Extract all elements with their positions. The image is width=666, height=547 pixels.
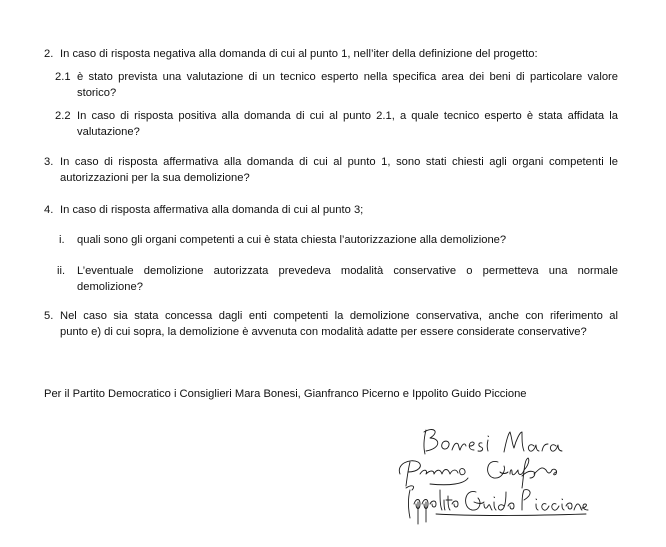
question-text: Nel caso sia stata concessa dagli enti competenti la demolizione conservativa, anche con riferimento al [60,310,618,322]
signature-piccione [406,486,588,524]
handwritten-signatures [390,418,590,530]
signature-bonesi [424,430,562,454]
subquestion-text: In caso di risposta positiva alla domanda di cui al punto 2.1, a quale tecnico esperto è stata affidata la [77,110,618,122]
subquestion-number: 2.1 [55,71,71,83]
question-number: 3. [44,156,54,168]
question-text-cont: punto e) di cui sopra, la demolizione è avvenuta con modalità adatte per essere considerate conservative? [60,326,587,338]
subquestion-text: L’eventuale demolizione autorizzata prevedeva modalità conservative o permetteva una normale [77,265,618,277]
closing-signatories: Per il Partito Democratico i Consiglieri Mara Bonesi, Gianfranco Picerno e Ippolito Guido Piccione [44,388,527,400]
question-number: 5. [44,310,54,322]
subquestion-number: 2.2 [55,110,71,122]
question-text: In caso di risposta affermativa alla domanda di cui al punto 3; [60,204,364,216]
question-text-cont: autorizzazioni per la sua demolizione? [60,172,250,184]
subquestion-text-cont: valutazione? [77,126,140,138]
subquestion-number: ii. [57,265,66,277]
signature-picerno [399,458,556,488]
subquestion-text: quali sono gli organi competenti a cui è stata chiesta l’autorizzazione alla demolizione? [77,234,507,246]
question-text: In caso di risposta negativa alla domanda di cui al punto 1, nell’iter della definizione del progetto: [60,48,538,60]
signature-image [390,418,590,530]
question-text: In caso di risposta affermativa alla domanda di cui al punto 1, sono stati chiesti agli organi competenti le [60,156,618,168]
subquestion-text-cont: storico? [77,87,117,99]
subquestion-number: i. [59,234,65,246]
subquestion-text: è stato prevista una valutazione di un tecnico esperto nella specifica area dei beni di particolare valore [77,71,618,83]
subquestion-text-cont: demolizione? [77,281,143,293]
question-number: 4. [44,204,54,216]
question-number: 2. [44,48,54,60]
